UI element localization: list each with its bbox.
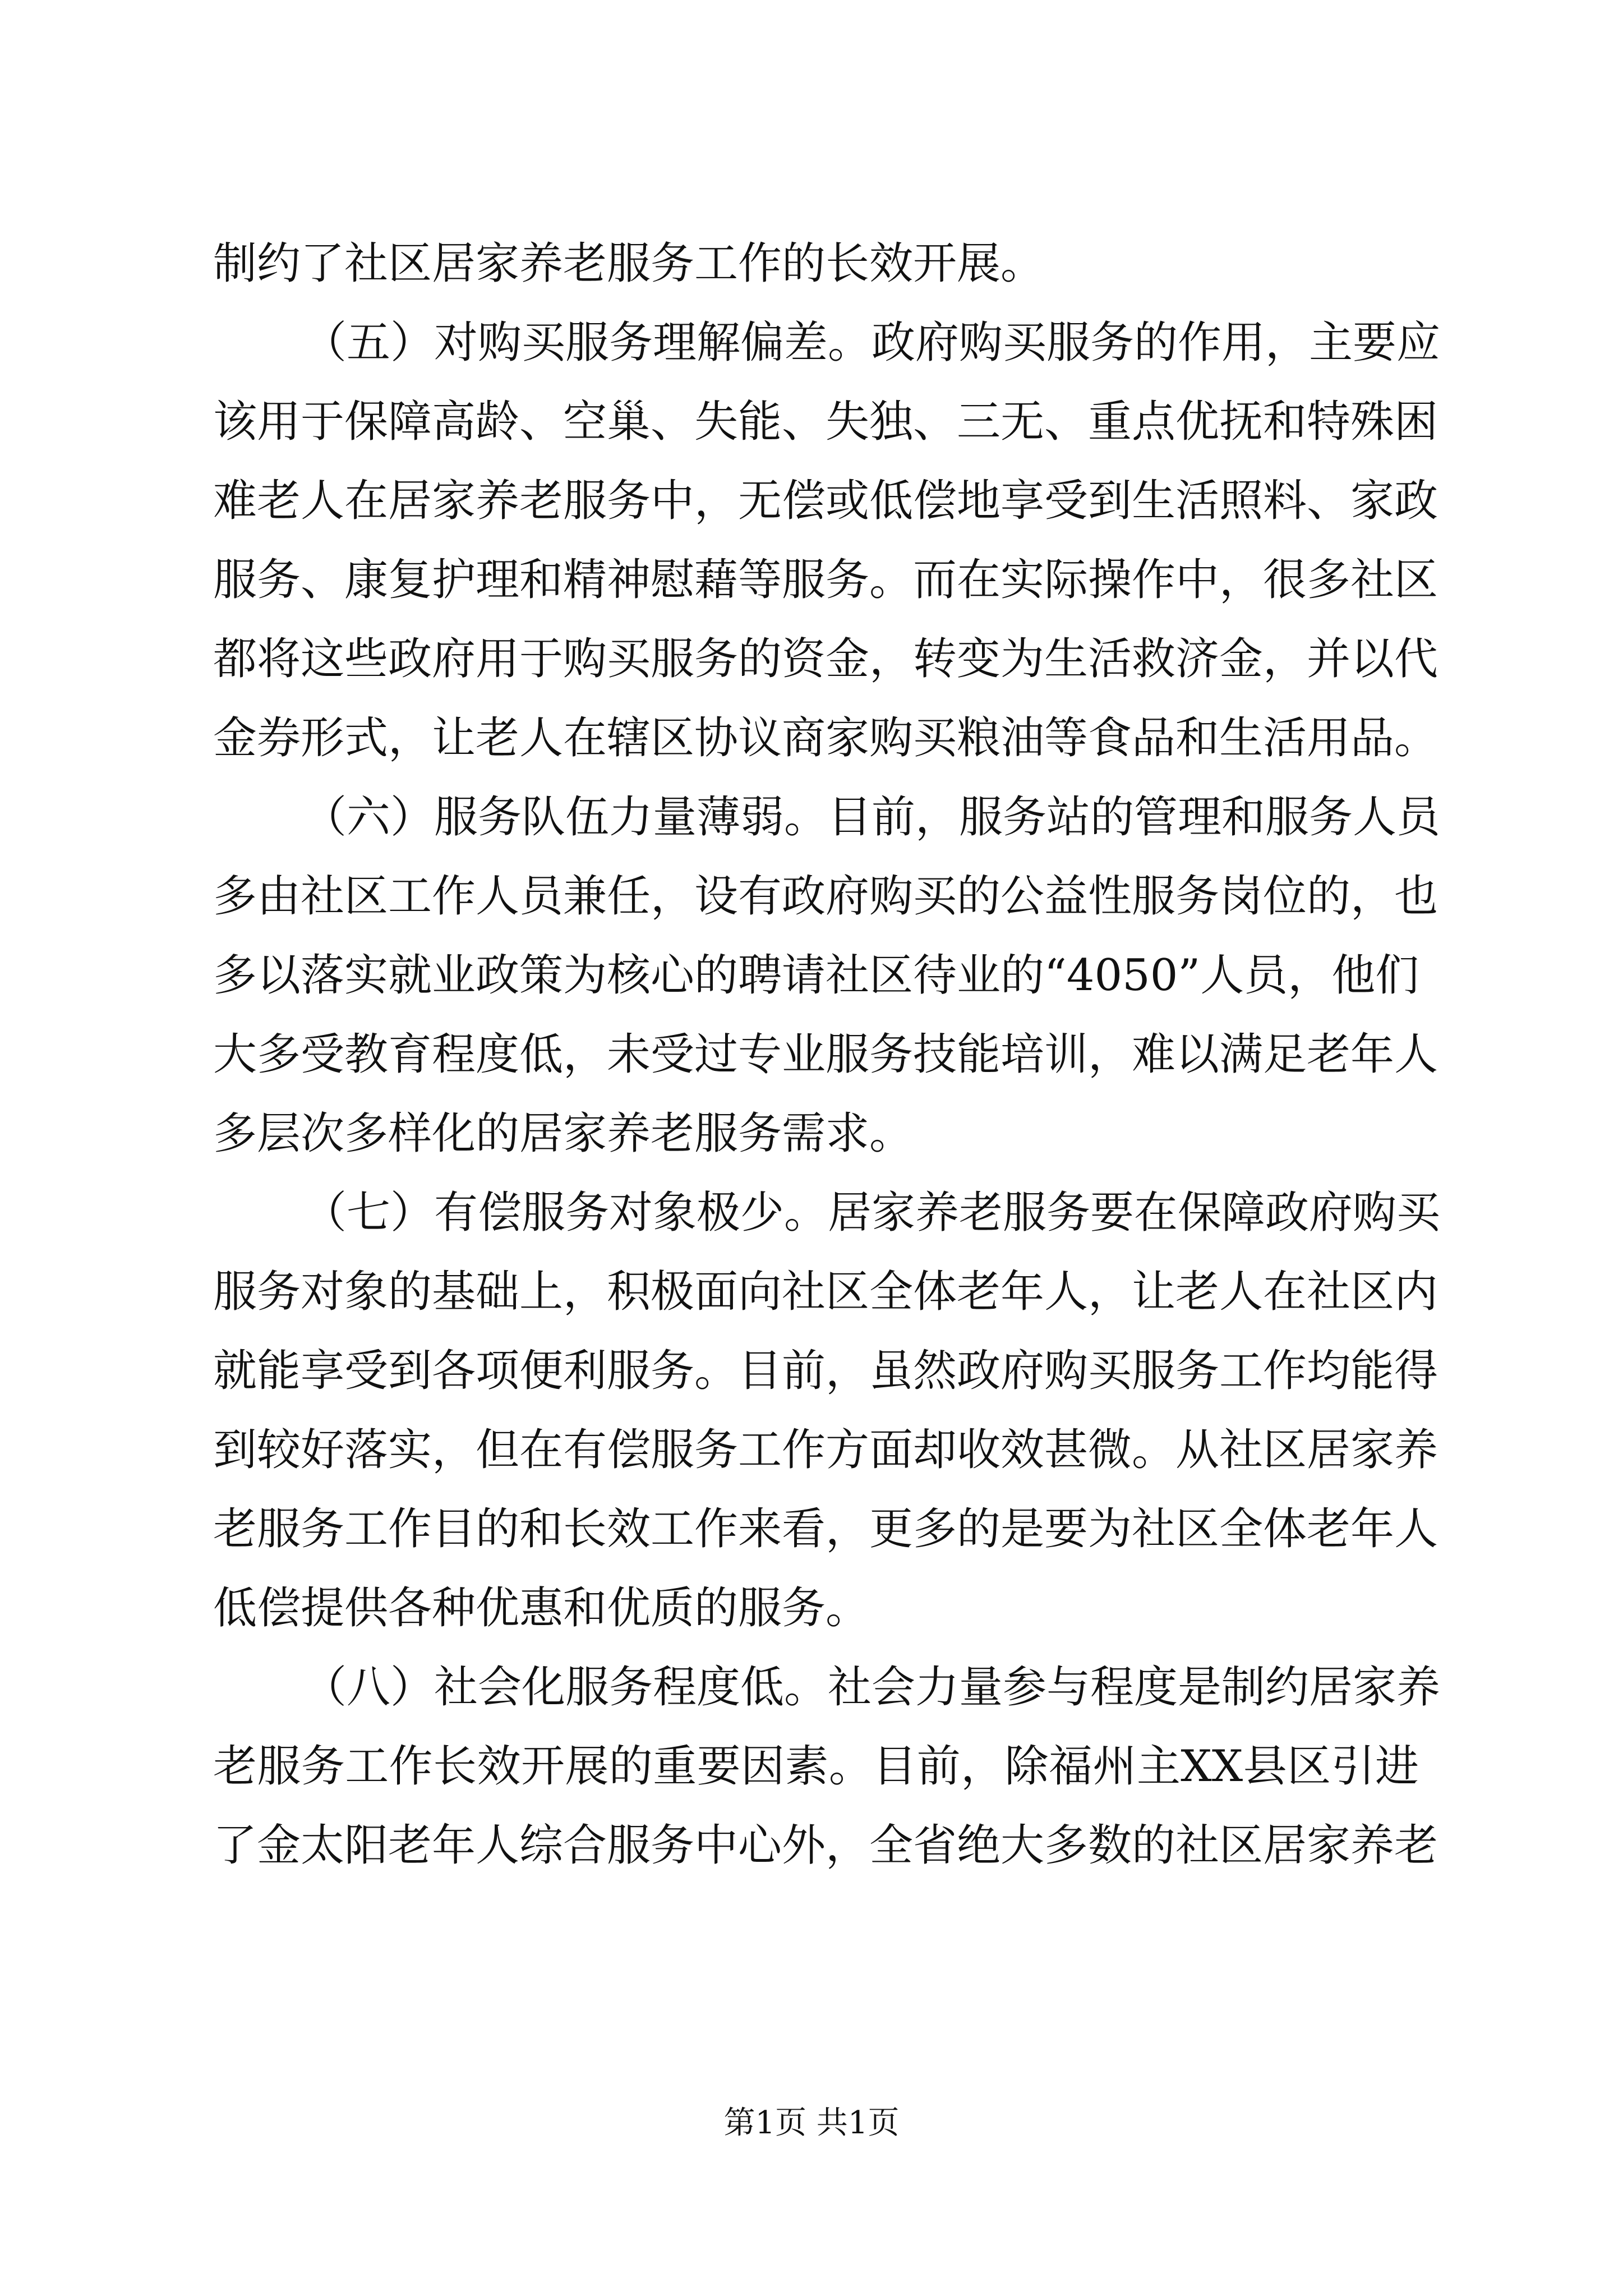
paragraph-line: 多由社区工作人员兼任，设有政府购买的公益性服务岗位的，也 — [213, 871, 1438, 922]
paragraph-line: 老服务工作目的和长效工作来看，更多的是要为社区全体老年人 — [213, 1504, 1438, 1554]
paragraph-line: 大多受教育程度低，未受过专业服务技能培训，难以满足老年人 — [213, 1029, 1438, 1080]
paragraph-line: 都将这些政府用于购买服务的资金，转变为生活救济金，并以代 — [213, 634, 1438, 684]
paragraph-line: 多层次多样化的居家养老服务需求。 — [213, 1108, 914, 1159]
page-footer: 第1页 共1页 — [723, 2105, 900, 2141]
paragraph-line: 到较好落实，但在有偿服务工作方面却收效甚微。从社区居家养 — [213, 1425, 1438, 1475]
paragraph-line: 服务对象的基础上，积极面向社区全体老年人，让老人在社区内 — [213, 1267, 1438, 1317]
paragraph-line: 制约了社区居家养老服务工作的长效开展。 — [213, 238, 1045, 289]
paragraph-line: 就能享受到各项便利服务。目前，虽然政府购买服务工作均能得 — [213, 1346, 1438, 1396]
paragraph-line: 该用于保障高龄、空巢、失能、失独、三无、重点优抚和特殊困 — [213, 397, 1438, 447]
paragraph-line: 低偿提供各种优惠和优质的服务。 — [213, 1583, 870, 1634]
paragraph-line: 老服务工作长效开展的重要因素。目前，除福州主XX县区引进 — [213, 1741, 1419, 1792]
paragraph-line: 多以落实就业政策为核心的聘请社区待业的“4050”人员，他们 — [213, 950, 1419, 1001]
paragraph-line: 难老人在居家养老服务中，无偿或低偿地享受到生活照料、家政 — [213, 476, 1438, 526]
paragraph-line: 了金太阳老年人综合服务中心外，全省绝大多数的社区居家养老 — [213, 1820, 1438, 1871]
paragraph-line: （六）服务队伍力量薄弱。目前，服务站的管理和服务人员 — [303, 792, 1441, 843]
paragraph-line: 金券形式，让老人在辖区协议商家购买粮油等食品和生活用品。 — [213, 713, 1438, 763]
paragraph-line: （七）有偿服务对象极少。居家养老服务要在保障政府购买 — [303, 1188, 1441, 1238]
paragraph-line: 服务、康复护理和精神慰藉等服务。而在实际操作中，很多社区 — [213, 555, 1438, 605]
paragraph-line: （五）对购买服务理解偏差。政府购买服务的作用，主要应 — [303, 318, 1441, 368]
paragraph-line: （八）社会化服务程度低。社会力量参与程度是制约居家养 — [303, 1662, 1441, 1713]
